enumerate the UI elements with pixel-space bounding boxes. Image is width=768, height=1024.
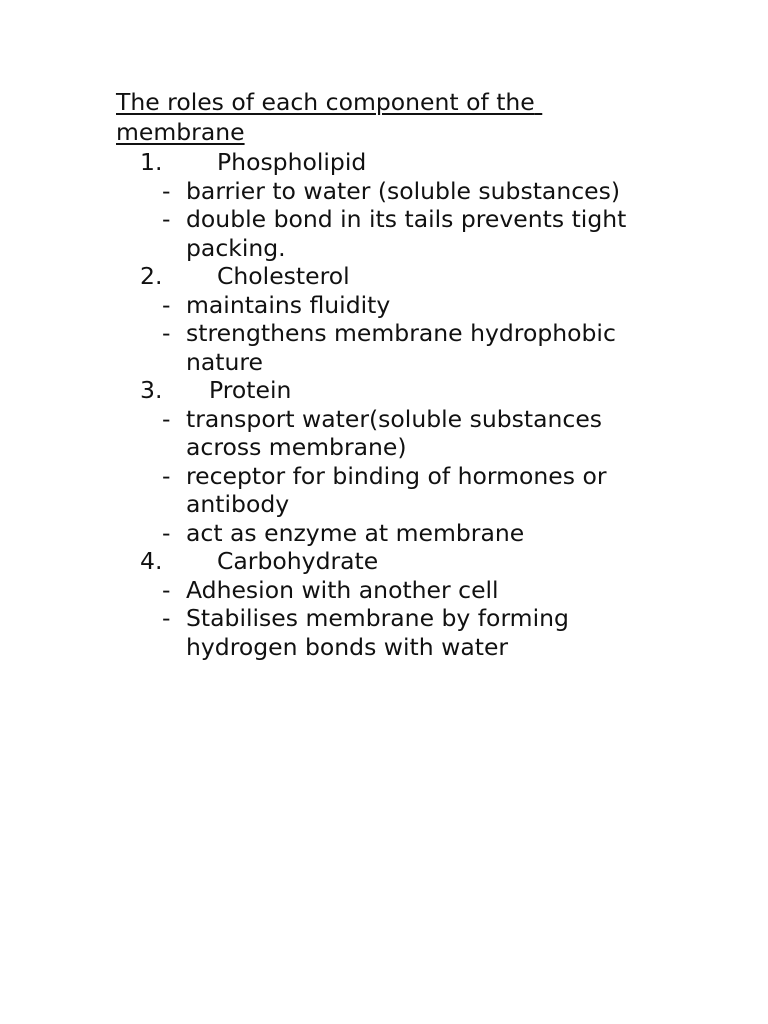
list-item-text: strengthens membrane hydrophobic nature — [186, 319, 616, 376]
list-item-text: receptor for binding of hormones or antibody — [186, 461, 607, 518]
section-number: 4. — [140, 547, 163, 575]
bullet-marker: - — [162, 290, 171, 319]
section-number: 3. — [140, 376, 163, 404]
list-item — [116, 462, 656, 519]
bullet-marker: - — [162, 319, 171, 347]
section-heading: Cholesterol — [217, 262, 350, 290]
bullet-marker: - — [162, 518, 171, 547]
list-section-carbohydrate — [116, 547, 716, 661]
bullet-marker: - — [162, 205, 171, 233]
section-number: 2. — [140, 262, 163, 290]
page-title: The roles of each component of the membrane — [116, 88, 543, 146]
section-header — [116, 376, 716, 405]
list-item — [116, 177, 656, 206]
bullet-marker: - — [162, 176, 171, 205]
list-item — [116, 291, 656, 320]
list-item-text: maintains fluidity — [186, 290, 391, 319]
list-item-text: Stabilises membrane by forming hydrogen bonds with water — [186, 604, 569, 661]
list-item — [116, 205, 656, 262]
bullet-marker: - — [162, 604, 171, 632]
list-item-text: barrier to water (soluble substances) — [186, 176, 621, 205]
document-page — [116, 87, 716, 661]
section-header — [116, 547, 716, 576]
list-item — [116, 319, 656, 376]
bullet-marker: - — [162, 461, 171, 490]
section-heading: Phospholipid — [217, 148, 367, 176]
list-item-text: act as enzyme at membrane — [186, 518, 525, 547]
list-item-text: Adhesion with another cell — [186, 575, 499, 604]
list-item-text: double bond in its tails prevents tight packing. — [186, 205, 627, 262]
list-item — [116, 405, 656, 462]
list-item — [116, 604, 656, 661]
section-header — [116, 148, 716, 177]
section-heading: Protein — [209, 376, 292, 404]
bullet-marker: - — [162, 575, 171, 604]
list-section-cholesterol — [116, 262, 716, 376]
list-item — [116, 576, 656, 605]
list-section-phospholipid — [116, 148, 716, 262]
bullet-marker: - — [162, 404, 171, 433]
list-item — [116, 519, 656, 548]
section-heading: Carbohydrate — [217, 547, 379, 575]
list-item-text: transport water(soluble substances across membrane) — [186, 404, 603, 461]
list-section-protein — [116, 376, 716, 547]
section-number: 1. — [140, 148, 163, 176]
section-header — [116, 262, 716, 291]
